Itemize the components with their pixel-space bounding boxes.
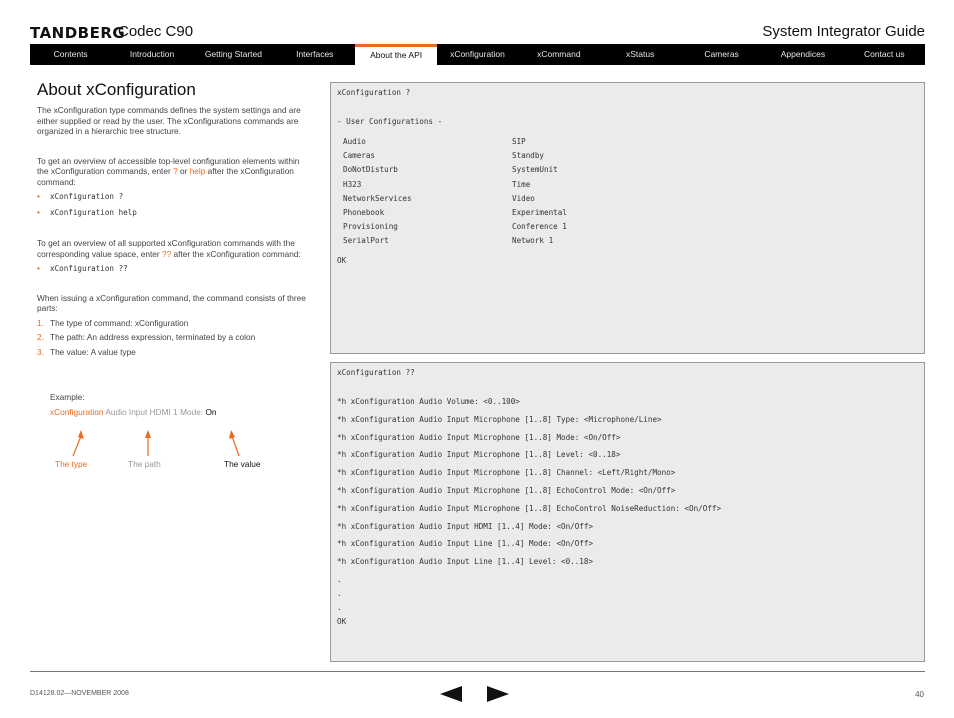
nav-tab-interfaces[interactable]: Interfaces [296, 49, 334, 59]
list-item: 2. The path: An address expression, terminated by a colon [37, 332, 256, 342]
nav-tab-contact-us[interactable]: Contact us [863, 49, 905, 59]
nav-tab-about-the-api[interactable]: About the API [355, 44, 436, 65]
list-item: 3. The value: A value type [37, 346, 136, 357]
config-group-item: SIP [512, 137, 526, 146]
type-arrow-icon [73, 430, 84, 456]
code-box-valuespace [330, 362, 925, 662]
code-ok: OK [337, 255, 347, 265]
list-item: • xConfiguration ?? [37, 263, 128, 273]
path-arrow-icon [145, 430, 151, 456]
code-box-overview [330, 82, 925, 354]
example-type: xConfiguration [50, 407, 104, 417]
nav-tab-appendices[interactable]: Appendices [780, 49, 826, 59]
config-group-item: H323 [343, 179, 362, 189]
code-command: xConfiguration ?? [337, 368, 415, 377]
valuespace-line: *h xConfiguration Audio Input Line [1..4] Mode: <On/Off> [337, 539, 594, 549]
nav-tab-cameras[interactable]: Cameras [704, 49, 739, 59]
caption-path: The path [128, 459, 161, 469]
config-group-item: Cameras [343, 151, 376, 161]
config-group-item: Experimental [512, 208, 567, 217]
config-group-item: Standby [512, 151, 545, 161]
code-heading: - User Configurations - [337, 117, 443, 126]
code-ok: OK [337, 617, 347, 626]
double-question-link[interactable]: ?? [162, 248, 172, 259]
ellipsis-dot: . [337, 575, 342, 584]
nav-tab-xstatus[interactable]: xStatus [626, 49, 655, 59]
question-mark-link[interactable]: ? [173, 166, 178, 176]
prev-page-icon[interactable] [440, 686, 462, 702]
config-group-item: DoNotDisturb [343, 165, 398, 175]
overview-paragraph: To get an overview of accessible top-level configuration elements within the xConfiguration commands, enter ? or help after the xConfiguration command: [37, 155, 300, 187]
intro-paragraph: The xConfiguration type commands defines the system settings and are either supplied or read by the user. The xConfigurations commands are organized in a hierarchic tree structure. [37, 105, 301, 136]
list-item: • xConfiguration help [37, 206, 137, 217]
example-path: Audio Input HDMI 1 Mode: [103, 407, 206, 417]
valuespace-line: *h xConfiguration Audio Input Microphone [1..8] Mode: <On/Off> [337, 432, 621, 442]
config-group-item: Video [512, 193, 535, 203]
valuespace-line: *h xConfiguration Audio Volume: <0..100> [337, 397, 520, 406]
valuespace-line: *h xConfiguration Audio Input Microphone [1..8] EchoControl Mode: <On/Off> [337, 486, 676, 495]
nav-tab-introduction[interactable]: Introduction [129, 49, 175, 59]
valuespace-paragraph: To get an overview of all supported xConfiguration commands with the corresponding value space, enter ?? after the xConfiguration command: [37, 238, 301, 259]
page-number: 40 [915, 690, 924, 699]
bullet-icon: • [37, 263, 40, 273]
nav-tab-xconfiguration[interactable]: xConfiguration [450, 49, 505, 59]
nav-tab-contents[interactable]: Contents [53, 49, 88, 59]
code-command: xConfiguration ? [337, 88, 411, 97]
config-group-item: NetworkServices [343, 193, 412, 203]
next-page-icon[interactable] [487, 686, 509, 702]
config-group-item: Phonebook [343, 208, 385, 217]
valuespace-line: *h xConfiguration Audio Input Microphone [1..8] Level: <0..18> [337, 450, 621, 460]
valuespace-line: *h xConfiguration Audio Input Microphone [1..8] EchoControl NoiseReduction: <On/Off> [337, 503, 722, 513]
valuespace-line: *h xConfiguration Audio Input HDMI [1..4] Mode: <On/Off> [337, 521, 594, 531]
nav-tab-xcommand[interactable]: xCommand [537, 49, 581, 59]
list-item: • xConfiguration ? [37, 191, 124, 201]
parts-paragraph: When issuing a xConfiguration command, the command consists of three parts: [37, 292, 306, 313]
valuespace-line: *h xConfiguration Audio Input Line [1..4] Level: <0..18> [337, 557, 594, 567]
config-group-item: Audio [343, 137, 366, 146]
config-group-item: Provisioning [343, 222, 398, 232]
value-arrow-icon [229, 430, 239, 456]
config-group-item: Conference 1 [512, 222, 567, 232]
config-group-item: Time [512, 179, 531, 189]
bullet-icon: • [37, 191, 40, 201]
bullet-icon: • [37, 206, 40, 217]
footer-doc-id: D14128.02—NOVEMBER 2008 [30, 690, 129, 697]
brand-logo: TANDBERG [30, 24, 126, 42]
valuespace-line: *h xConfiguration Audio Input Microphone [1..8] Channel: <Left/Right/Mono> [337, 468, 676, 478]
help-link[interactable]: help [189, 166, 206, 176]
caption-value: The value [224, 459, 261, 469]
caption-type: The type [55, 459, 88, 469]
page-title: About xConfiguration [37, 80, 196, 99]
ellipsis-dot: . [337, 603, 342, 612]
config-group-item: Network 1 [512, 236, 554, 246]
nav-tab-getting-started[interactable]: Getting Started [204, 49, 262, 59]
product-name: Codec C90 [118, 23, 194, 40]
ellipsis-dot: . [337, 589, 342, 598]
guide-title: System Integrator Guide [762, 23, 925, 40]
example-label: Example: [50, 392, 85, 402]
valuespace-line: *h xConfiguration Audio Input Microphone [1..8] Type: <Microphone/Line> [337, 414, 662, 424]
config-group-item: SystemUnit [512, 165, 558, 175]
config-group-item: SerialPort [343, 236, 389, 246]
list-item: 1. The type of command: xConfiguration [37, 317, 189, 328]
footer-divider [30, 671, 925, 672]
example-value: On [205, 407, 217, 417]
